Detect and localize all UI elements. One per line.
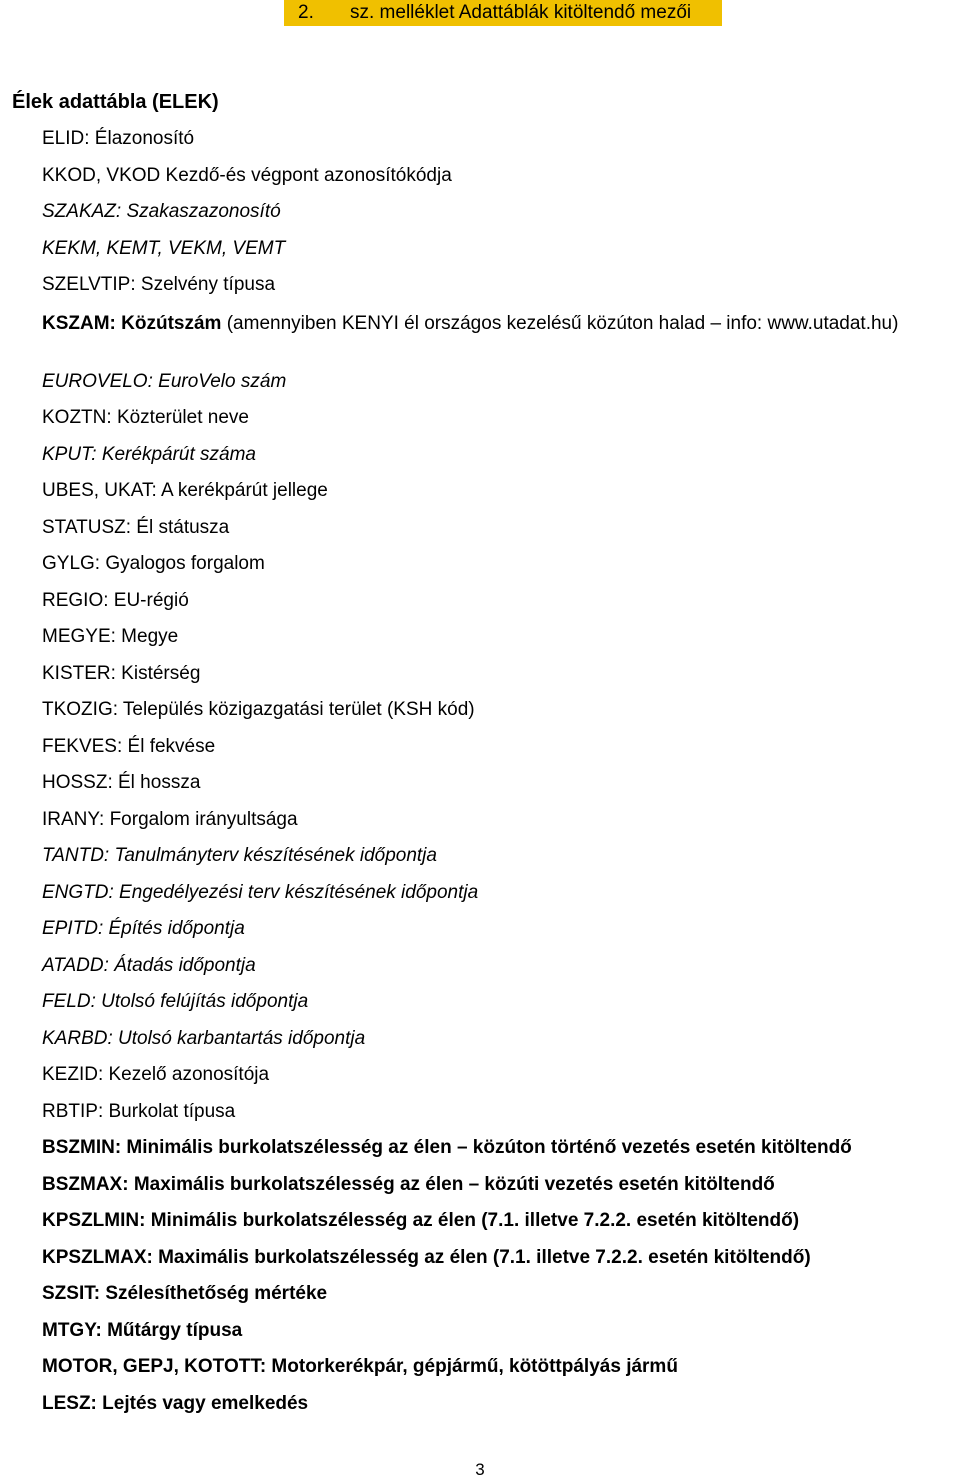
field-entry: KPUT: Kerékpárút száma [42, 443, 257, 465]
section-title: Élek adattábla (ELEK) [12, 91, 219, 113]
field-entry: KARBD: Utolsó karbantartás időpontja [42, 1027, 366, 1049]
field-entry: SZSIT: Szélesíthetőség mértéke [42, 1283, 328, 1304]
field-entry: KEKM, KEMT, VEKM, VEMT [42, 237, 286, 259]
field-entry: GYLG: Gyalogos forgalom [42, 553, 265, 574]
field-entry: MEGYE: Megye [42, 626, 179, 647]
field-entry: STATUSZ: Él státusza [42, 516, 230, 538]
annex-number: 2. [298, 2, 314, 23]
field-entry: ATADD: Átadás időpontja [42, 954, 256, 976]
field-entry: FEKVES: Él fekvése [42, 735, 216, 757]
field-entry: BSZMAX: Maximális burkolatszélesség az élen – közúti vezetés esetén kitöltendő [42, 1173, 775, 1195]
field-entry: EPITD: Építés időpontja [42, 918, 245, 939]
field-entry: KOZTN: Közterület neve [42, 407, 249, 428]
field-entry: KPSZLMAX: Maximális burkolatszélesség az élen (7.1. illetve 7.2.2. esetén kitöltendő) [42, 1246, 811, 1268]
field-entry: MTGY: Műtárgy típusa [42, 1319, 243, 1341]
page-number: 3 [475, 1460, 485, 1479]
field-entry: REGIO: EU-régió [42, 589, 189, 611]
field-entry: HOSSZ: Él hossza [42, 772, 201, 793]
field-entry: FELD: Utolsó felújítás időpontja [42, 991, 309, 1012]
field-entry: MOTOR, GEPJ, KOTOTT: Motorkerékpár, gépjármű, kötöttpályás jármű [42, 1356, 678, 1377]
field-entry: SZELVTIP: Szelvény típusa [42, 274, 276, 295]
field-entry: SZAKAZ: Szakaszazonosító [42, 201, 281, 222]
field-entry: EUROVELO: EuroVelo szám [42, 370, 287, 392]
annex-header [284, 0, 722, 26]
field-entry: KEZID: Kezelő azonosítója [42, 1064, 270, 1085]
field-entry: UBES, UKAT: A kerékpárút jellege [42, 480, 328, 501]
field-entry [12, 311, 958, 371]
field-entry: LESZ: Lejtés vagy emelkedés [42, 1392, 309, 1414]
field-entry-note: (amennyiben KENYI él országos kezelésű közúton halad – info: www.utadat.hu) [221, 312, 899, 334]
field-entry: KISTER: Kistérség [42, 662, 201, 684]
field-entry: TANTD: Tanulmányterv készítésének időpontja [42, 845, 437, 866]
field-entry: TKOZIG: Település közigazgatási terület (KSH kód) [42, 699, 475, 720]
field-entry: ELID: Élazonosító [42, 128, 195, 149]
field-entry: ENGTD: Engedélyezési terv készítésének időpontja [42, 881, 479, 903]
field-entry: RBTIP: Burkolat típusa [42, 1100, 236, 1122]
field-entry: KPSZLMIN: Minimális burkolatszélesség az élen (7.1. illetve 7.2.2. esetén kitöltendő) [42, 1210, 800, 1231]
field-entry: IRANY: Forgalom irányultsága [42, 808, 298, 830]
annex-title: sz. melléklet Adattáblák kitöltendő mezői [350, 2, 692, 23]
field-entry: KKOD, VKOD Kezdő-és végpont azonosítókódja [42, 164, 452, 186]
field-list [42, 128, 958, 1429]
field-entry-code: KSZAM: Közútszám [42, 312, 222, 334]
field-entry: BSZMIN: Minimális burkolatszélesség az élen – közúton történő vezetés esetén kitöltendő [42, 1137, 852, 1158]
